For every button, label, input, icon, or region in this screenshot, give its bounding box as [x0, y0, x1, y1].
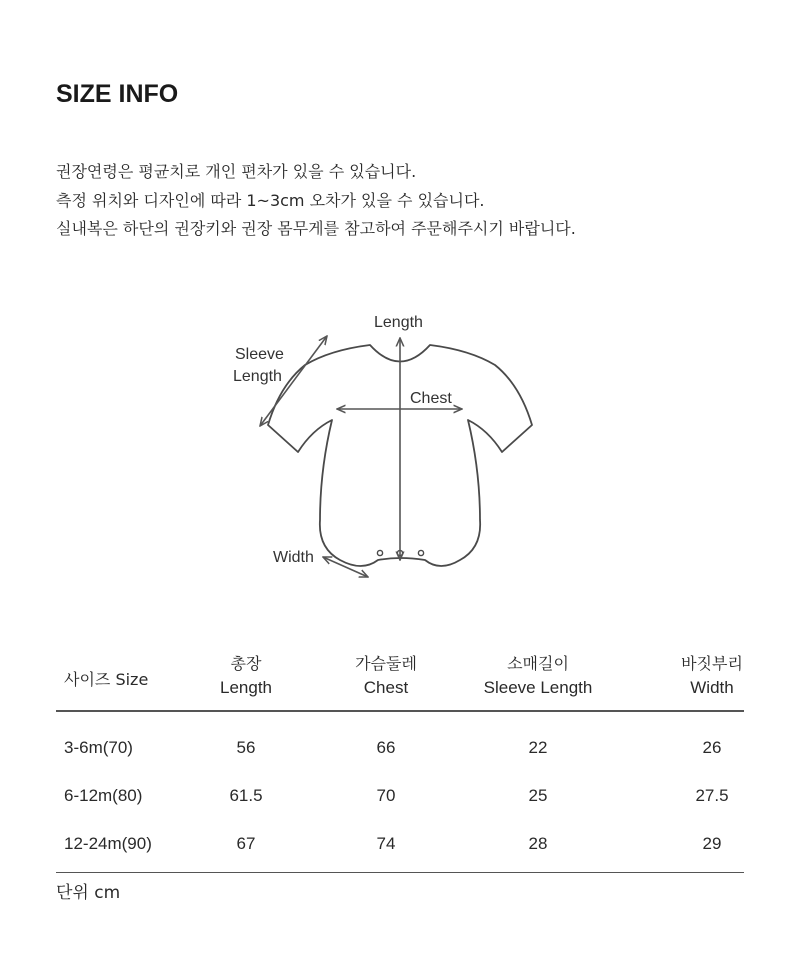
sleeve-label-line2: Length [233, 368, 282, 385]
cell-width: 26 [702, 738, 722, 757]
snap-dot [377, 550, 382, 555]
cell-size: 6-12m(80) [64, 786, 143, 805]
cell-length: 67 [236, 834, 256, 853]
header-length: 총장 Length [220, 654, 272, 697]
header-width: 바짓부리 Width [681, 654, 743, 697]
table-header [56, 648, 744, 712]
cell-length: 56 [236, 738, 256, 757]
cell-size: 3-6m(70) [64, 738, 133, 757]
cell-chest: 74 [376, 834, 396, 853]
table-bottom-rule [56, 872, 744, 873]
width-label: Width [273, 549, 314, 566]
cell-sleeve-length: 22 [528, 738, 548, 757]
note-line: 실내복은 하단의 권장키와 권장 몸무게를 참고하여 주문해주시기 바랍니다. [56, 219, 576, 238]
cell-size: 12-24m(90) [64, 834, 152, 853]
width-arrow [323, 557, 368, 577]
table-row [56, 822, 744, 870]
cell-width: 29 [702, 834, 722, 853]
chest-label: Chest [410, 390, 452, 407]
table-row [56, 774, 744, 822]
sleeve-label-line1: Sleeve [235, 346, 284, 363]
cell-sleeve-length: 25 [528, 786, 548, 805]
note-line: 측정 위치와 디자인에 따라 1~3cm 오차가 있을 수 있습니다. [56, 190, 485, 210]
length-label: Length [374, 314, 423, 331]
header-sleeve-length: 소매길이 Sleeve Length [483, 654, 593, 697]
table-row [56, 726, 744, 774]
page-title: SIZE INFO [56, 80, 179, 108]
note-line: 권장연령은 평균치로 개인 편차가 있을 수 있습니다. [56, 162, 417, 181]
cell-length: 61.5 [229, 786, 263, 805]
cell-sleeve-length: 28 [528, 834, 548, 853]
cell-width: 27.5 [695, 786, 729, 805]
cell-chest: 70 [376, 786, 396, 805]
header-size: 사이즈 Size [64, 670, 149, 689]
unit-note: 단위 cm [56, 883, 121, 903]
header-chest: 가슴둘레 Chest [355, 654, 417, 697]
size-table [56, 648, 744, 873]
snap-dot [418, 550, 423, 555]
cell-chest: 66 [376, 738, 396, 757]
